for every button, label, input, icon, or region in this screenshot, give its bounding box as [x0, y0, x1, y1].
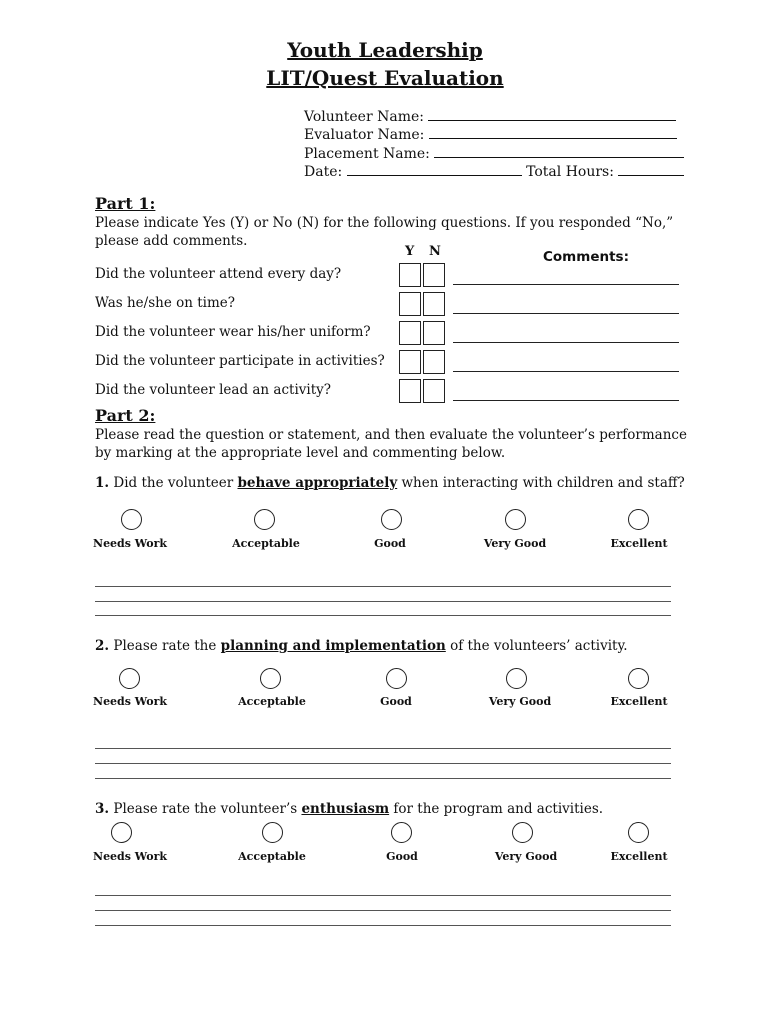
rating-question-2-keyword: planning and implementation	[220, 638, 446, 654]
evaluator-name-row	[304, 126, 677, 143]
q3-good-radio[interactable]	[391, 822, 412, 843]
q3-comment-line-3[interactable]	[95, 925, 671, 926]
q2-comment-line[interactable]	[453, 313, 679, 314]
q1-very-good-label: Very Good	[483, 537, 547, 550]
q1-comment-line-1[interactable]	[95, 586, 671, 587]
q2-excellent-label: Excellent	[610, 695, 668, 708]
volunteer-name-row	[304, 108, 676, 125]
q1-comment-line[interactable]	[453, 284, 679, 285]
q2-good-label: Good	[380, 695, 412, 708]
q4-yes-checkbox[interactable]	[399, 350, 421, 374]
q2-comment-line-2[interactable]	[95, 763, 671, 764]
part2-instructions-line2: by marking at the appropriate level and commenting below.	[95, 445, 506, 461]
q4-comment-line[interactable]	[453, 371, 679, 372]
placement-name-field[interactable]	[434, 145, 684, 158]
comments-header: Comments:	[543, 249, 629, 265]
q3-yes-checkbox[interactable]	[399, 321, 421, 345]
placement-name-label: Placement Name:	[304, 146, 430, 162]
q3-no-checkbox[interactable]	[423, 321, 445, 345]
q1-needs-work-radio[interactable]	[121, 509, 142, 530]
total-hours-field[interactable]	[618, 163, 684, 176]
rating-question-3-pre: Please rate the volunteer’s	[109, 801, 302, 817]
q1-comment-line-2[interactable]	[95, 601, 671, 602]
q3-excellent-radio[interactable]	[628, 822, 649, 843]
q1-acceptable-label: Acceptable	[232, 537, 300, 550]
rating-question-2	[95, 638, 628, 654]
q2-acceptable-label: Acceptable	[238, 695, 306, 708]
form-title-line2: LIT/Quest Evaluation	[266, 66, 504, 90]
q1-very-good-radio[interactable]	[505, 509, 526, 530]
rating-question-3	[95, 801, 603, 817]
q3-very-good-radio[interactable]	[512, 822, 533, 843]
date-hours-row	[304, 163, 684, 180]
q1-excellent-label: Excellent	[610, 537, 668, 550]
q3-comment-line[interactable]	[453, 342, 679, 343]
q5-comment-line[interactable]	[453, 400, 679, 401]
placement-name-row	[304, 145, 684, 162]
q1-yes-checkbox[interactable]	[399, 263, 421, 287]
evaluator-name-field[interactable]	[429, 126, 677, 139]
part1-question-2: Was he/she on time?	[95, 295, 235, 311]
date-label: Date:	[304, 164, 343, 180]
q2-comment-line-1[interactable]	[95, 748, 671, 749]
date-field[interactable]	[347, 163, 522, 176]
q3-comment-line-2[interactable]	[95, 910, 671, 911]
q3-needs-work-radio[interactable]	[111, 822, 132, 843]
q1-good-radio[interactable]	[381, 509, 402, 530]
q1-needs-work-label: Needs Work	[93, 537, 167, 550]
q1-excellent-radio[interactable]	[628, 509, 649, 530]
part1-question-4: Did the volunteer participate in activities?	[95, 353, 385, 369]
rating-question-1-pre: Did the volunteer	[109, 475, 238, 491]
q3-comment-line-1[interactable]	[95, 895, 671, 896]
rating-question-2-post: of the volunteers’ activity.	[445, 638, 628, 654]
q1-no-checkbox[interactable]	[423, 263, 445, 287]
q2-very-good-label: Very Good	[488, 695, 552, 708]
no-column-header: N	[429, 244, 441, 259]
q1-acceptable-radio[interactable]	[254, 509, 275, 530]
rating-question-2-number: 2.	[95, 638, 110, 654]
q2-yes-checkbox[interactable]	[399, 292, 421, 316]
q2-needs-work-radio[interactable]	[119, 668, 140, 689]
volunteer-name-field[interactable]	[428, 108, 676, 121]
volunteer-name-label: Volunteer Name:	[304, 109, 424, 125]
evaluator-name-label: Evaluator Name:	[304, 127, 425, 143]
q3-needs-work-label: Needs Work	[93, 850, 167, 863]
q3-excellent-label: Excellent	[610, 850, 668, 863]
q3-very-good-label: Very Good	[494, 850, 558, 863]
form-title-line1: Youth Leadership	[287, 38, 483, 62]
part1-question-1: Did the volunteer attend every day?	[95, 266, 342, 282]
part1-question-3: Did the volunteer wear his/her uniform?	[95, 324, 371, 340]
rating-question-3-post: for the program and activities.	[389, 801, 604, 817]
part1-instructions-line1: Please indicate Yes (Y) or No (N) for the following questions. If you responded “No,”	[95, 215, 674, 231]
q2-excellent-radio[interactable]	[628, 668, 649, 689]
q3-acceptable-radio[interactable]	[262, 822, 283, 843]
rating-question-1-post: when interacting with children and staff?	[397, 475, 685, 491]
total-hours-label: Total Hours:	[526, 164, 614, 180]
q5-no-checkbox[interactable]	[423, 379, 445, 403]
rating-question-1-keyword: behave appropriately	[237, 475, 398, 491]
part2-instructions-line1: Please read the question or statement, and then evaluate the volunteer’s performance	[95, 427, 687, 443]
rating-question-2-pre: Please rate the	[109, 638, 221, 654]
q2-comment-line-3[interactable]	[95, 778, 671, 779]
part2-heading: Part 2:	[95, 406, 156, 425]
part1-instructions-line2: please add comments.	[95, 233, 248, 249]
q2-needs-work-label: Needs Work	[93, 695, 167, 708]
q2-acceptable-radio[interactable]	[260, 668, 281, 689]
q5-yes-checkbox[interactable]	[399, 379, 421, 403]
q2-very-good-radio[interactable]	[506, 668, 527, 689]
part1-question-5: Did the volunteer lead an activity?	[95, 382, 331, 398]
q2-good-radio[interactable]	[386, 668, 407, 689]
yes-column-header: Y	[405, 244, 415, 259]
q2-no-checkbox[interactable]	[423, 292, 445, 316]
q3-good-label: Good	[386, 850, 418, 863]
rating-question-1	[95, 475, 685, 491]
q1-good-label: Good	[374, 537, 406, 550]
q4-no-checkbox[interactable]	[423, 350, 445, 374]
rating-question-3-number: 3.	[95, 801, 110, 817]
rating-question-1-number: 1.	[95, 475, 110, 491]
part1-heading: Part 1:	[95, 194, 156, 213]
q1-comment-line-3[interactable]	[95, 615, 671, 616]
q3-acceptable-label: Acceptable	[238, 850, 306, 863]
rating-question-3-keyword: enthusiasm	[301, 801, 390, 817]
